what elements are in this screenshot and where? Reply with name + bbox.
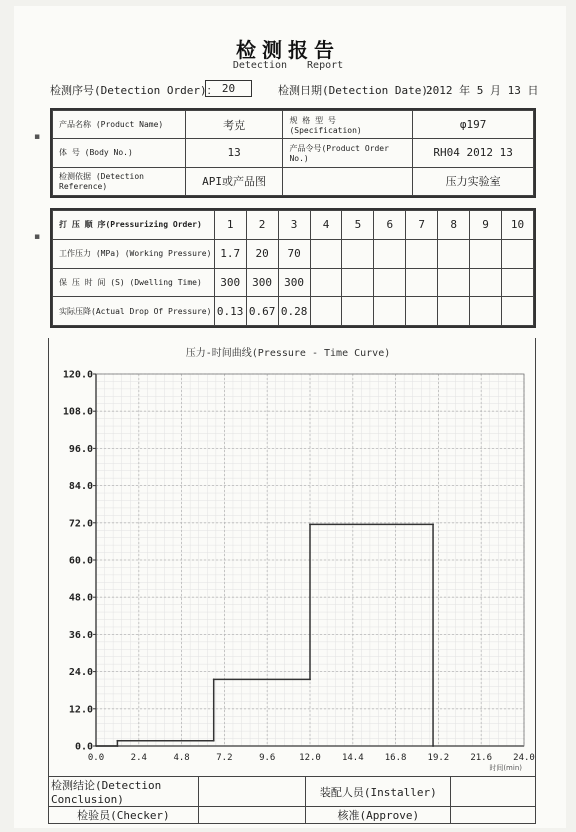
data-point [213,740,215,742]
specification-label: 规 格 型 号 (Specification) [283,111,413,139]
x-tick-label: 2.4 [130,753,147,763]
footer-table [48,776,536,824]
order-cell: 4 [310,211,342,240]
date-value: 2012 年 5 月 13 日 [426,84,539,97]
working-pressure-cell: 70 [278,239,310,268]
data-point [117,740,119,742]
detection-reference-value: API或产品图 [185,167,283,195]
y-tick-label: 36.0 [68,629,93,641]
y-tick-label: 48.0 [68,592,93,604]
data-point [213,678,215,680]
data-point [95,745,97,747]
detection-reference-label: 检测依据 (Detection Reference) [53,167,186,195]
product-order-label: 产品令号(Product Order No.) [283,139,413,167]
y-tick-label: 120.0 [62,369,93,381]
binding-mark: ▪ [34,232,41,242]
order-cell: 3 [278,211,310,240]
x-tick-label: 4.8 [173,753,190,763]
x-tick-label: 7.2 [216,753,233,763]
y-tick-label: 108.0 [62,406,93,418]
order-label: 检测序号(Detection Order)： [50,84,218,97]
binding-mark: ▪ [34,132,41,142]
report-title: 检测报告 [236,38,340,62]
data-point [117,745,119,747]
data-point [432,523,434,525]
product-name-label: 产品名称 (Product Name) [53,111,186,139]
x-axis-label: 时间(min) [489,764,522,772]
order-cell: 7 [406,211,438,240]
date-label: 检测日期(Detection Date)： [278,84,439,97]
approve-value [451,807,536,824]
y-tick-label: 24.0 [68,667,93,679]
footer-row [49,777,536,807]
checker-label: 检验员(Checker) [49,807,199,824]
working-pressure-cell: 20 [246,239,278,268]
dwelling-time-label: 保 压 时 间 (S) (Dwelling Time) [53,268,215,297]
y-tick-label: 72.0 [68,518,93,530]
product-order-value: RH04 2012 13 [413,139,534,167]
order-cell: 10 [502,211,534,240]
working-pressure-label: 工作压力 (MPa) (Working Pressure) [53,239,215,268]
product-name-value: 考克 [185,111,283,139]
order-cell: 9 [470,211,502,240]
conclusion-label: 检测结论(Detection Conclusion) [49,777,199,807]
body-no-label: 体 号 (Body No.) [53,139,186,167]
y-tick-label: 60.0 [68,555,93,567]
dwelling-time-cell: 300 [246,268,278,297]
order-cell: 6 [374,211,406,240]
pressure-drop-cell: 0.28 [278,297,310,326]
y-tick-label: 12.0 [68,704,93,716]
x-tick-label: 24.0 [513,753,535,763]
x-tick-label: 16.8 [384,753,407,763]
data-point [432,745,434,747]
x-tick-label: 14.4 [341,753,364,763]
installer-label: 装配人员(Installer) [306,777,451,807]
dwelling-time-cell: 300 [214,268,246,297]
approve-label: 核准(Approve) [306,807,451,824]
chart-title: 压力-时间曲线(Pressure - Time Curve) [185,348,391,359]
pressure-drop-cell: 0.13 [214,297,246,326]
body-no-value: 13 [185,139,283,167]
order-cell: 1 [214,211,246,240]
order-cell: 2 [246,211,278,240]
pressure-drop-cell: 0.67 [246,297,278,326]
pressure-drop-label: 实际压降(Actual Drop Of Pressure) [53,297,215,326]
order-cell: 8 [438,211,470,240]
x-tick-label: 9.6 [259,753,276,763]
x-tick-label: 12.0 [299,753,321,763]
installer-value [451,777,536,807]
checker-value [198,807,306,824]
report-subtitle: Detection Report [232,60,344,71]
pressure-series-line [96,524,433,746]
conclusion-value [198,777,306,807]
order-cell: 5 [342,211,374,240]
y-tick-label: 84.0 [68,481,93,493]
pressurizing-order-label: 打 压 顺 序(Pressurizing Order) [53,211,215,240]
dwelling-time-cell: 300 [278,268,310,297]
laboratory-value: 压力实验室 [413,167,534,195]
x-tick-label: 21.6 [470,753,493,763]
x-tick-label: 0.0 [87,753,105,763]
specification-value: φ197 [413,111,534,139]
y-tick-label: 0.0 [74,741,93,753]
x-tick-label: 19.2 [427,753,450,763]
order-value: 20 [205,80,252,97]
y-tick-label: 96.0 [68,443,93,455]
data-point [309,678,311,680]
working-pressure-cell: 1.7 [214,239,246,268]
data-point [309,523,311,525]
footer-row [49,807,536,824]
